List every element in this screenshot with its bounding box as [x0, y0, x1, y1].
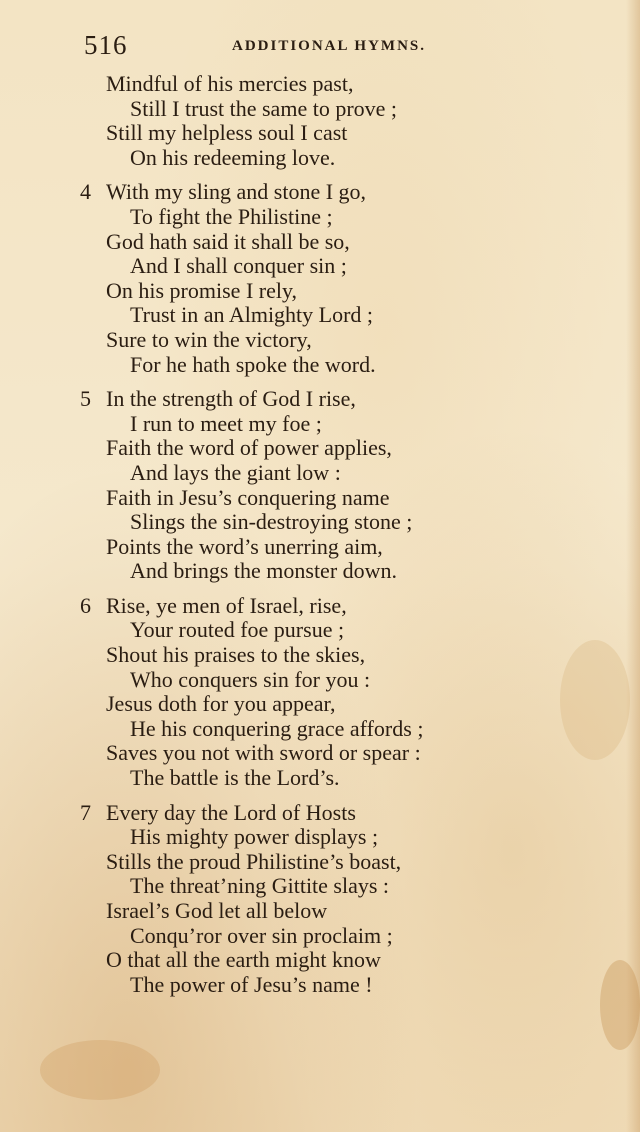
- verse-line: And brings the monster down.: [130, 558, 398, 584]
- verse-line: Shout his praises to the skies,: [106, 642, 366, 668]
- paper-stain: [40, 1040, 160, 1100]
- stanza: [80, 594, 480, 791]
- verse-line: In the strength of God I rise,: [106, 386, 356, 412]
- verse-line: Slings the sin-destroying stone ;: [130, 509, 413, 535]
- verse-line: Rise, ye men of Israel, rise,: [106, 592, 347, 618]
- verse-line: Points the word’s unerring aim,: [106, 533, 383, 559]
- page-header: [84, 30, 450, 60]
- stanza-number: 7: [80, 799, 91, 825]
- verse-line: The battle is the Lord’s.: [130, 765, 340, 791]
- verse-line: Every day the Lord of Hosts: [106, 799, 356, 825]
- verse-line: Still I trust the same to prove ;: [130, 95, 398, 121]
- page-edge-shadow: [626, 0, 640, 1132]
- verse-line: Faith in Jesu’s conquering name: [106, 484, 390, 510]
- verse-line: With my sling and stone I go,: [106, 179, 367, 205]
- verse-line: Stills the proud Philistine’s boast,: [106, 848, 402, 874]
- paper-stain: [600, 960, 640, 1050]
- verse-line: God hath said it shall be so,: [106, 228, 350, 254]
- page-number: 516: [84, 30, 128, 60]
- verse-line: Conqu’ror over sin proclaim ;: [130, 922, 393, 948]
- stanza: [80, 801, 480, 998]
- running-head: ADDITIONAL HYMNS.: [232, 38, 427, 54]
- verse-line: Still my helpless soul I cast: [106, 120, 348, 146]
- verse-line: Faith the word of power applies,: [106, 435, 392, 461]
- stanza: [80, 180, 480, 377]
- verse-line: His mighty power displays ;: [130, 824, 379, 850]
- verse-line: Sure to win the victory,: [106, 326, 312, 352]
- verse-line: And lays the giant low :: [130, 459, 341, 485]
- verse-line: To fight the Philistine ;: [130, 203, 333, 229]
- verse-line: The power of Jesu’s name !: [130, 971, 373, 997]
- verse-line: For he hath spoke the word.: [130, 351, 376, 377]
- verse-line: On his redeeming love.: [130, 144, 336, 170]
- stanza: [80, 387, 480, 584]
- verse-line: Your routed foe pursue ;: [130, 617, 345, 643]
- verse-line: I run to meet my foe ;: [130, 410, 322, 436]
- stanza-number: 5: [80, 386, 91, 412]
- verse-line: Israel’s God let all below: [106, 898, 328, 923]
- verse-line: Mindful of his mercies past,: [106, 71, 354, 96]
- verse-line: Trust in an Almighty Lord ;: [130, 302, 374, 328]
- stanza-number: 4: [80, 179, 91, 205]
- verse-line: Jesus doth for you appear,: [106, 691, 336, 717]
- verse-line: And I shall conquer sin ;: [130, 253, 347, 279]
- verse-line: He his conquering grace affords ;: [130, 715, 424, 741]
- verse-line: The threat’ning Gittite slays :: [130, 873, 390, 899]
- stanza-number: 6: [80, 592, 91, 618]
- stanza: [80, 72, 480, 170]
- verse-line: Saves you not with sword or spear :: [106, 740, 421, 766]
- verse-line: On his promise I rely,: [106, 277, 298, 303]
- paper-stain: [560, 640, 630, 760]
- verse-line: Who conquers sin for you :: [130, 666, 371, 692]
- hymn-text: [80, 72, 480, 1007]
- verse-line: O that all the earth might know: [106, 947, 381, 973]
